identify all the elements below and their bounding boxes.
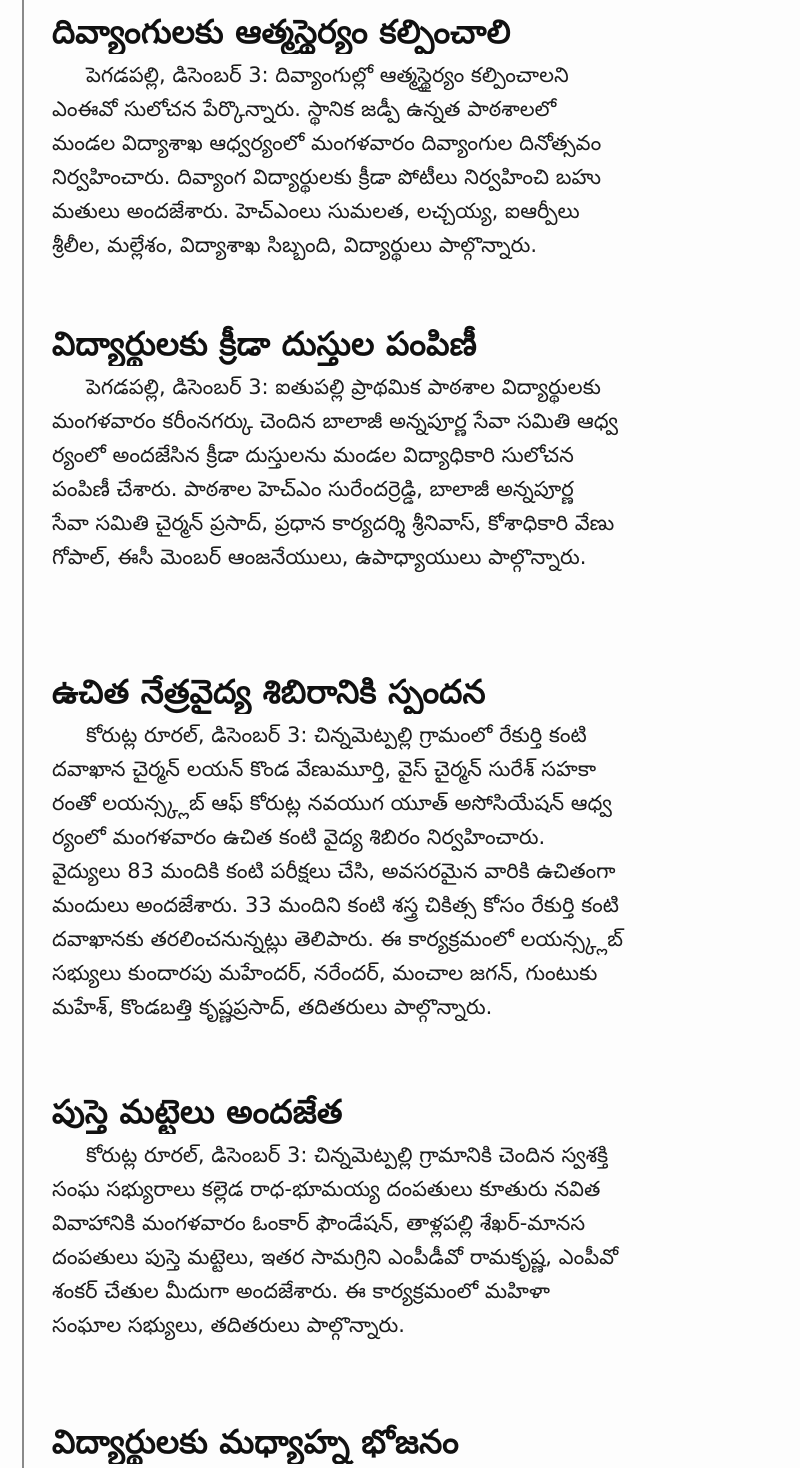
article-body — [52, 370, 780, 574]
article-line: దవాఖాన చైర్మన్ లయన్ కొండ వేణుమూర్తి, వైస్ చైర్మన్ సురేశ్ సహకా — [52, 757, 597, 781]
article-headline: పుస్తె మట్టెలు అందజేత — [52, 1092, 343, 1131]
article-sports-dress — [52, 322, 780, 574]
article-disabled-confidence — [52, 10, 780, 262]
article-body — [52, 718, 780, 1024]
article-line: సేవా సమితి చైర్మన్ ప్రసాద్, ప్రధాన కార్యదర్శి శ్రీనివాస్, కోశాధికారి వేణు — [52, 511, 615, 535]
article-line: శంకర్ చేతుల మీదుగా అందజేశారు. ఈ కార్యక్రమంలో మహిళా — [52, 1279, 550, 1303]
article-line: కోరుట్ల రూరల్, డిసెంబర్ 3: చిన్నమెట్పల్లి గ్రామానికి చెందిన స్వశక్తి — [86, 1143, 609, 1167]
article-body — [52, 58, 780, 262]
article-line: ర్యంలో మంగళవారం ఉచిత కంటి వైద్య శిబిరం నిర్వహించారు. — [52, 825, 546, 849]
article-line: మంగళవారం కరీంనగర్కు చెందిన బాలాజీ అన్నపూర్ణ సేవా సమితి ఆధ్వ — [52, 409, 619, 433]
article-line: మతులు అందజేశారు. హెచ్ఎంలు సుమలత, లచ్చయ్య, ఐఆర్పీలు — [52, 199, 580, 223]
article-headline: విద్యార్థులకు మధ్యాహ్న భోజనం — [52, 1422, 459, 1461]
article-line: దంపతులు పుస్తె మట్టెలు, ఇతర సామగ్రిని ఎంపీడీవో రామకృష్ణ, ఎంపీవో — [52, 1245, 619, 1269]
article-body — [52, 1138, 780, 1342]
article-line: ర్యంలో అందజేసిన క్రీడా దుస్తులను మండల విద్యాధికారి సులోచన — [52, 443, 574, 467]
article-headline: విద్యార్థులకు క్రీడా దుస్తుల పంపిణీ — [52, 324, 477, 363]
article-line: రంతో లయన్స్క్లబ్ ఆఫ్ కోరుట్ల నవయుగ యూత్ అసోసియేషన్ ఆధ్వ — [52, 791, 612, 815]
article-line: సంఘ సభ్యురాలు కల్లెడ రాధ-భూమయ్య దంపతులు కూతురు నవిత — [52, 1177, 601, 1201]
article-line: దవాఖానకు తరలించనున్నట్లు తెలిపారు. ఈ కార్యక్రమంలో లయన్స్క్లబ్ — [52, 927, 624, 951]
article-line: మహేశ్, కొండబత్తి కృష్ణప్రసాద్, తదితరులు పాల్గొన్నారు. — [52, 995, 493, 1019]
article-line: పెగడపల్లి, డిసెంబర్ 3: ఐతుపల్లి ప్రాథమిక పాఠశాల విద్యార్థులకు — [86, 375, 601, 399]
article-eye-camp — [52, 670, 780, 1024]
article-line: గోపాల్, ఈసీ మెంబర్ ఆంజనేయులు, ఉపాధ్యాయులు పాల్గొన్నారు. — [52, 545, 587, 569]
article-line: కోరుట్ల రూరల్, డిసెంబర్ 3: చిన్నమెట్పల్లి గ్రామంలో రేకుర్తి కంటి — [86, 723, 587, 747]
article-line: వివాహానికి మంగళవారం ఓంకార్ ఫౌండేషన్, తాళ్లపల్లి శేఖర్-మానస — [52, 1211, 586, 1235]
article-line: మండల విద్యాశాఖ ఆధ్వర్యంలో మంగళవారం దివ్యాంగుల దినోత్సవం — [52, 131, 602, 155]
article-line: శ్రీలీల, మల్లేశం, విద్యాశాఖ సిబ్బంది, విద్యార్థులు పాల్గొన్నారు. — [52, 233, 538, 257]
article-line: నిర్వహించారు. దివ్యాంగ విద్యార్థులకు క్రీడా పోటీలు నిర్వహించి బహు — [52, 165, 602, 189]
article-line: పెగడపల్లి, డిసెంబర్ 3: దివ్యాంగుల్లో ఆత్మస్థైర్యం కల్పించాలని — [86, 63, 569, 87]
article-headline: దివ్యాంగులకు ఆత్మస్థైర్యం కల్పించాలి — [52, 12, 511, 51]
column-divider — [22, 0, 24, 1468]
article-line: సంఘాల సభ్యులు, తదితరులు పాల్గొన్నారు. — [52, 1313, 405, 1337]
article-line: సభ్యులు కుందారపు మహేందర్, నరేందర్, మంచాల జగన్, గుంటుకు — [52, 961, 598, 985]
article-wedding-gift — [52, 1090, 780, 1342]
article-line: పంపిణీ చేశారు. పాఠశాల హెచ్ఎం సురేందర్రెడ్డి, బాలాజీ అన్నపూర్ణ — [52, 477, 574, 501]
article-midday-meal — [52, 1420, 780, 1464]
article-line: మందులు అందజేశారు. 33 మందిని కంటి శస్త్ర చికిత్స కోసం రేకుర్తి కంటి — [52, 893, 620, 917]
article-line: వైద్యులు 83 మందికి కంటి పరీక్షలు చేసి, అవసరమైన వారికి ఉచితంగా — [52, 859, 616, 883]
article-line: ఎంఈవో సులోచన పేర్కొన్నారు. స్థానిక జడ్పీ ఉన్నత పాఠశాలలో — [52, 97, 557, 121]
article-headline: ఉచిత నేత్రవైద్య శిబిరానికి స్పందన — [52, 672, 486, 711]
